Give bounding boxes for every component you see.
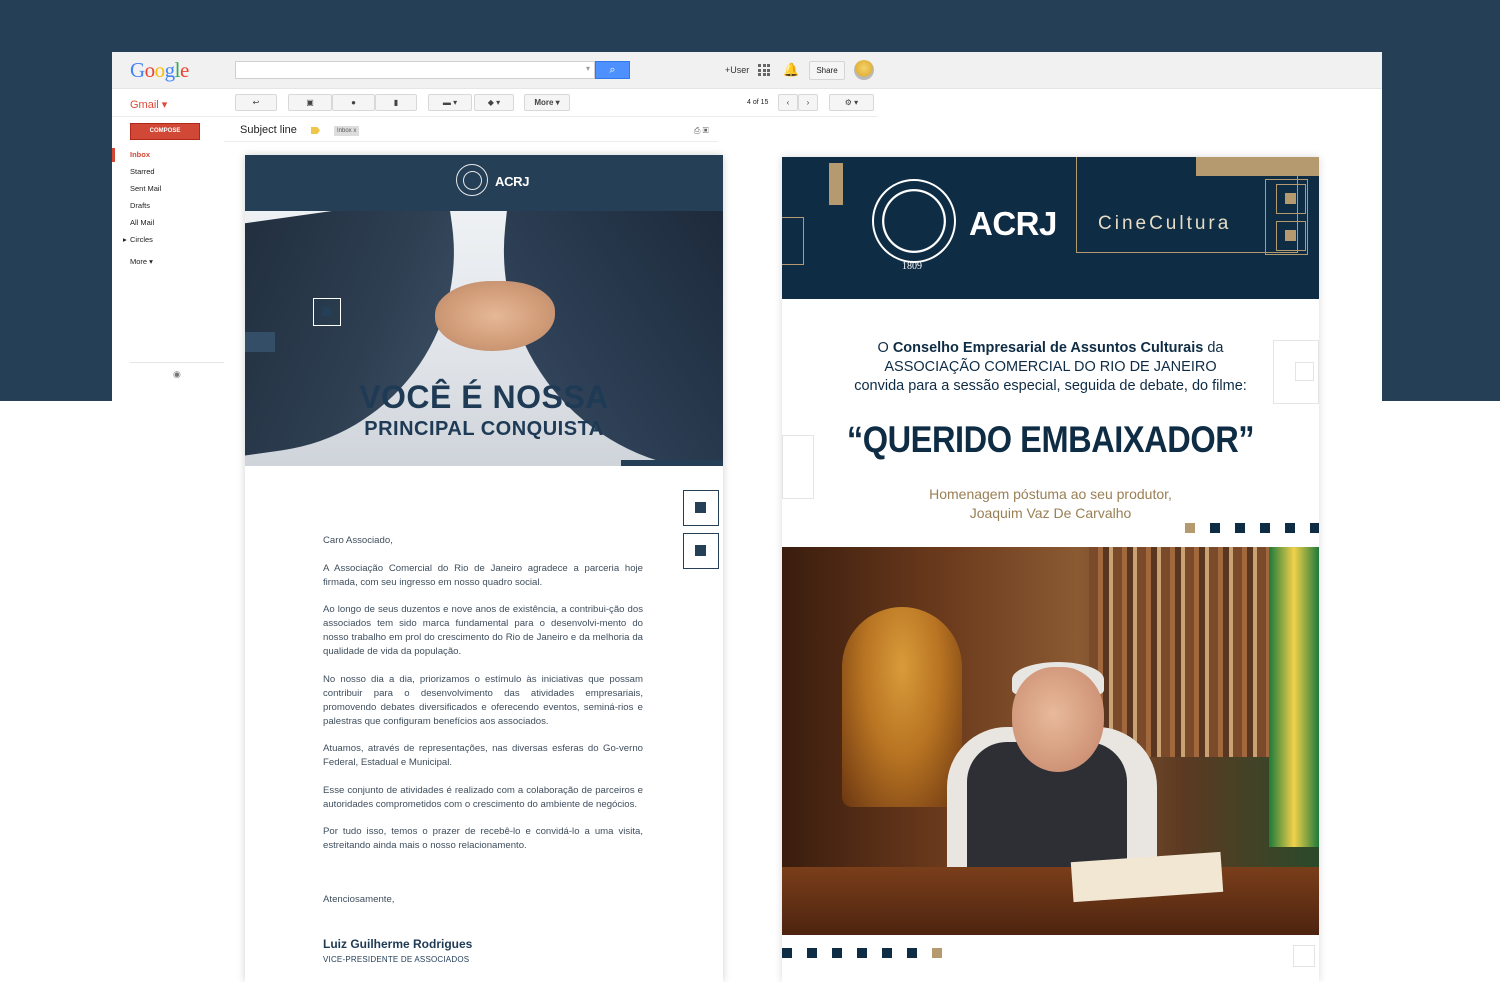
- search-input[interactable]: [235, 61, 595, 79]
- nav-drafts[interactable]: Drafts: [130, 201, 151, 210]
- nav-sent-mail[interactable]: Sent Mail: [130, 184, 162, 193]
- intro-o: O: [877, 340, 889, 356]
- decorative-bar: [245, 332, 275, 352]
- nav-circles-toggle[interactable]: ▸: [123, 235, 127, 244]
- brazil-flag: [1269, 547, 1319, 847]
- avatar[interactable]: [854, 60, 874, 80]
- paragraph: Atuamos, através de representações, nas diversas esferas do Go-verno Federal, Estadual e Municipal.: [323, 743, 643, 768]
- program-name: CineCultura: [1098, 213, 1232, 234]
- gear-icon: ⚙ ▾: [844, 98, 859, 107]
- nav-all-mail[interactable]: All Mail: [130, 218, 155, 227]
- active-indicator: [112, 148, 115, 162]
- headline-main: VOCÊ É NOSSA: [359, 379, 609, 415]
- gmail-topbar: [112, 52, 1382, 89]
- settings-button[interactable]: [829, 94, 874, 111]
- move-to-button[interactable]: [428, 94, 472, 111]
- email-header: [782, 157, 1319, 299]
- decorative-square: [1276, 221, 1306, 251]
- gmail-menu[interactable]: Gmail ▾: [130, 99, 168, 111]
- decorative-dots: [782, 948, 942, 958]
- archive-icon: ▣: [306, 98, 314, 107]
- decorative-bar: [1196, 157, 1319, 176]
- tribute-line-2: Joaquim Vaz De Carvalho: [969, 505, 1132, 521]
- signer-name: Luiz Guilherme Rodrigues: [323, 937, 473, 951]
- decorative-bar: [829, 163, 843, 205]
- decorative-dots: [1185, 523, 1319, 533]
- older-button[interactable]: [798, 94, 818, 111]
- nav-inbox[interactable]: Inbox: [130, 150, 150, 159]
- tribute-line-1: Homenagem póstuma ao seu produtor,: [929, 486, 1172, 502]
- apps-grid-icon[interactable]: [758, 64, 770, 76]
- intro-line-3: convida para a sessão especial, seguida de debate, do filme:: [854, 378, 1247, 394]
- film-title: “QUERIDO EMBAIXADOR”: [846, 419, 1255, 460]
- spam-icon: ●: [351, 98, 356, 107]
- paragraph: Esse conjunto de atividades é realizado com a colaboração de parceiros e autoridades comprometidos com o crescimento do ambiente de negócios.: [323, 784, 643, 810]
- search-options-caret[interactable]: ▾: [585, 64, 590, 73]
- subject-row: [224, 120, 718, 142]
- chevron-left-icon: ‹: [786, 98, 790, 107]
- compose-button[interactable]: COMPOSE: [130, 123, 200, 140]
- desk: [782, 867, 1319, 935]
- intro-line-1: [822, 339, 1279, 358]
- decorative-bar: [621, 460, 723, 466]
- inbox-label-chip[interactable]: Inbox x: [334, 126, 359, 136]
- nav-more[interactable]: More ▾: [130, 257, 153, 266]
- intro-line-2: ASSOCIAÇÃO COMERCIAL DO RIO DE JANEIRO: [884, 359, 1217, 375]
- cinecultura-email: [782, 157, 1319, 982]
- brand-name: ACRJ: [969, 205, 1057, 242]
- user-link[interactable]: +User: [725, 65, 750, 75]
- google-logo[interactable]: Google: [130, 58, 189, 82]
- gmail-sidebar: [112, 117, 224, 387]
- decorative-square: [683, 533, 719, 569]
- council-name: Conselho Empresarial de Assuntos Culturais: [892, 340, 1204, 356]
- label-icon: ◆ ▾: [487, 98, 501, 107]
- trash-icon: ▮: [393, 98, 399, 107]
- signer-role: VICE-PRESIDENTE DE ASSOCIADOS: [323, 955, 470, 964]
- folder-icon: ▬ ▾: [442, 98, 458, 107]
- nav-starred[interactable]: Starred: [130, 167, 155, 176]
- invitation-text: [822, 339, 1279, 396]
- message-count: 4 of 15: [747, 99, 769, 106]
- decorative-square: [1293, 945, 1315, 967]
- decorative-square: [683, 490, 719, 526]
- archive-button[interactable]: [288, 94, 332, 111]
- chevron-right-icon: ›: [806, 98, 810, 107]
- subject-line: Subject line: [240, 124, 297, 136]
- more-button[interactable]: More ▾: [524, 94, 570, 111]
- gmail-toolbar: [112, 89, 878, 117]
- welcome-email: [245, 155, 723, 982]
- decorative-square: [1295, 362, 1314, 381]
- email-header: [245, 155, 723, 211]
- intro-da: da: [1207, 340, 1224, 356]
- print-icon[interactable]: ⎙ ▣: [694, 126, 709, 135]
- nav-circles[interactable]: Circles: [130, 235, 153, 244]
- search-icon: ⌕: [609, 64, 616, 76]
- share-button[interactable]: Share: [809, 61, 845, 80]
- sidebar-divider: [130, 362, 224, 363]
- decorative-square: [1276, 184, 1306, 214]
- labels-button[interactable]: [474, 94, 514, 111]
- acrj-seal-logo: [456, 164, 488, 196]
- chat-icon[interactable]: ◉: [173, 369, 181, 379]
- film-still-image: [782, 547, 1319, 935]
- paragraph: A Associação Comercial do Rio de Janeiro agradece a parceria hoje firmada, com seu ingresso em nosso quadro social.: [323, 562, 643, 588]
- importance-marker-icon[interactable]: [311, 127, 320, 134]
- search-button[interactable]: [595, 61, 630, 79]
- seal-year: 1809: [902, 261, 922, 272]
- letter-body: [323, 534, 643, 867]
- decorative-square: [313, 298, 341, 326]
- acrj-seal-logo: [872, 179, 956, 263]
- brand-name: ACRJ: [495, 174, 530, 189]
- back-arrow-icon: ↩: [252, 98, 260, 107]
- report-spam-button[interactable]: [332, 94, 375, 111]
- decorative-frame: [782, 217, 804, 265]
- tribute-text: [782, 485, 1319, 523]
- paragraph: No nosso dia a dia, priorizamos o estímulo às iniciativas que possam contribuir para o desenvolvimento das atividades empresariais, promovendo debates diversificados e oferecendo eventos, seminá-rios e palestras que configuram benefícios aos associados.: [323, 673, 643, 727]
- paragraph: Por tudo isso, temos o prazer de recebê-lo e convidá-lo a uma visita, estreitando ainda mais o nosso relacionamento.: [323, 826, 643, 851]
- closing: Atenciosamente,: [323, 894, 395, 905]
- handshake-hero-image: [245, 211, 723, 466]
- newer-button[interactable]: [778, 94, 798, 111]
- back-button[interactable]: [235, 94, 277, 111]
- paragraph: Ao longo de seus duzentos e nove anos de existência, a contribui-ção dos associados tem sido marca fundamental para o desenvolvi-mento do nosso trabalho em prol do crescimento do Rio de Janeiro e da melhoria da qualidade de vida da população.: [323, 604, 643, 657]
- bell-icon[interactable]: 🔔: [783, 62, 800, 77]
- delete-button[interactable]: [375, 94, 417, 111]
- headline-sub: PRINCIPAL CONQUISTA: [364, 418, 604, 440]
- greeting: Caro Associado,: [323, 535, 393, 546]
